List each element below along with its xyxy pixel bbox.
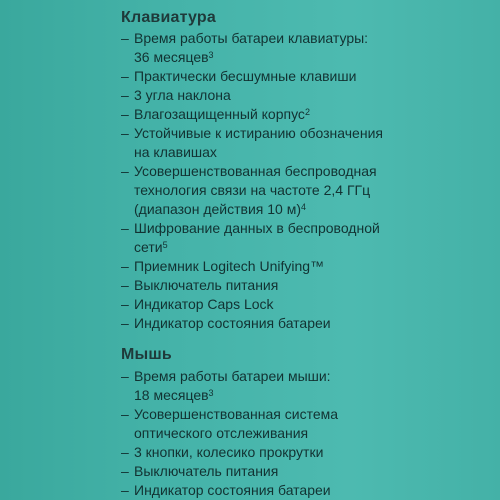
keyboard-item <box>121 162 391 219</box>
keyboard-item <box>121 314 391 333</box>
mouse-section-title: Мышь <box>121 346 172 363</box>
mouse-item <box>121 462 391 481</box>
item-text: 3 кнопки, колесико прокрутки <box>134 444 324 460</box>
bullet-dash: – <box>121 482 129 498</box>
item-text: Время работы батареи мыши: 18 месяцев <box>134 368 331 403</box>
keyboard-item <box>121 276 391 295</box>
item-text: Индикатор состояния батареи <box>134 315 331 331</box>
item-text: Время работы батареи клавиатуры: 36 месяцев <box>134 30 369 65</box>
bullet-dash: – <box>121 444 129 460</box>
footnote-marker: 2 <box>304 107 310 117</box>
bullet-dash: – <box>121 163 129 179</box>
item-text: Усовершенствованная система оптического отслеживания <box>134 406 339 441</box>
bullet-dash: – <box>121 68 129 84</box>
mouse-item <box>121 405 391 443</box>
footnote-marker: 5 <box>162 240 168 250</box>
bullet-dash: – <box>121 406 129 422</box>
keyboard-item <box>121 86 391 105</box>
item-text: Выключатель питания <box>134 277 279 293</box>
bullet-dash: – <box>121 463 129 479</box>
item-text: Индикатор состояния батареи <box>134 482 331 498</box>
keyboard-item <box>121 257 391 276</box>
keyboard-section-title: Клавиатура <box>121 9 216 26</box>
item-text: 3 угла наклона <box>134 87 231 103</box>
bullet-dash: – <box>121 258 129 274</box>
bullet-dash: – <box>121 277 129 293</box>
keyboard-item <box>121 105 391 124</box>
item-text: Влагозащищенный корпус <box>134 106 305 122</box>
bullet-dash: – <box>121 30 129 46</box>
bullet-dash: – <box>121 315 129 331</box>
keyboard-item <box>121 29 391 67</box>
item-text: Устойчивые к истиранию обозначения на клавишах <box>134 125 383 160</box>
item-text: Выключатель питания <box>134 463 279 479</box>
item-text: Шифрование данных в беспроводной сети <box>134 220 380 255</box>
mouse-item <box>121 481 391 500</box>
footnote-marker: 3 <box>208 50 214 60</box>
keyboard-item <box>121 124 391 162</box>
keyboard-item <box>121 219 391 257</box>
footnote-marker: 4 <box>300 202 306 212</box>
keyboard-item <box>121 67 391 86</box>
bullet-dash: – <box>121 125 129 141</box>
bullet-dash: – <box>121 106 129 122</box>
footnote-marker: 3 <box>208 388 214 398</box>
item-text: Практически бесшумные клавиши <box>134 68 357 84</box>
item-text: Индикатор Caps Lock <box>134 296 274 312</box>
mouse-item <box>121 443 391 462</box>
item-text: Усовершенствованная беспроводная технология связи на частоте 2,4 ГГц (диапазон действия 10 м) <box>134 163 377 217</box>
mouse-item <box>121 367 391 405</box>
bullet-dash: – <box>121 87 129 103</box>
item-text: Приемник Logitech Unifying™ <box>134 258 325 274</box>
bullet-dash: – <box>121 296 129 312</box>
bullet-dash: – <box>121 368 129 384</box>
bullet-dash: – <box>121 220 129 236</box>
keyboard-item <box>121 295 391 314</box>
